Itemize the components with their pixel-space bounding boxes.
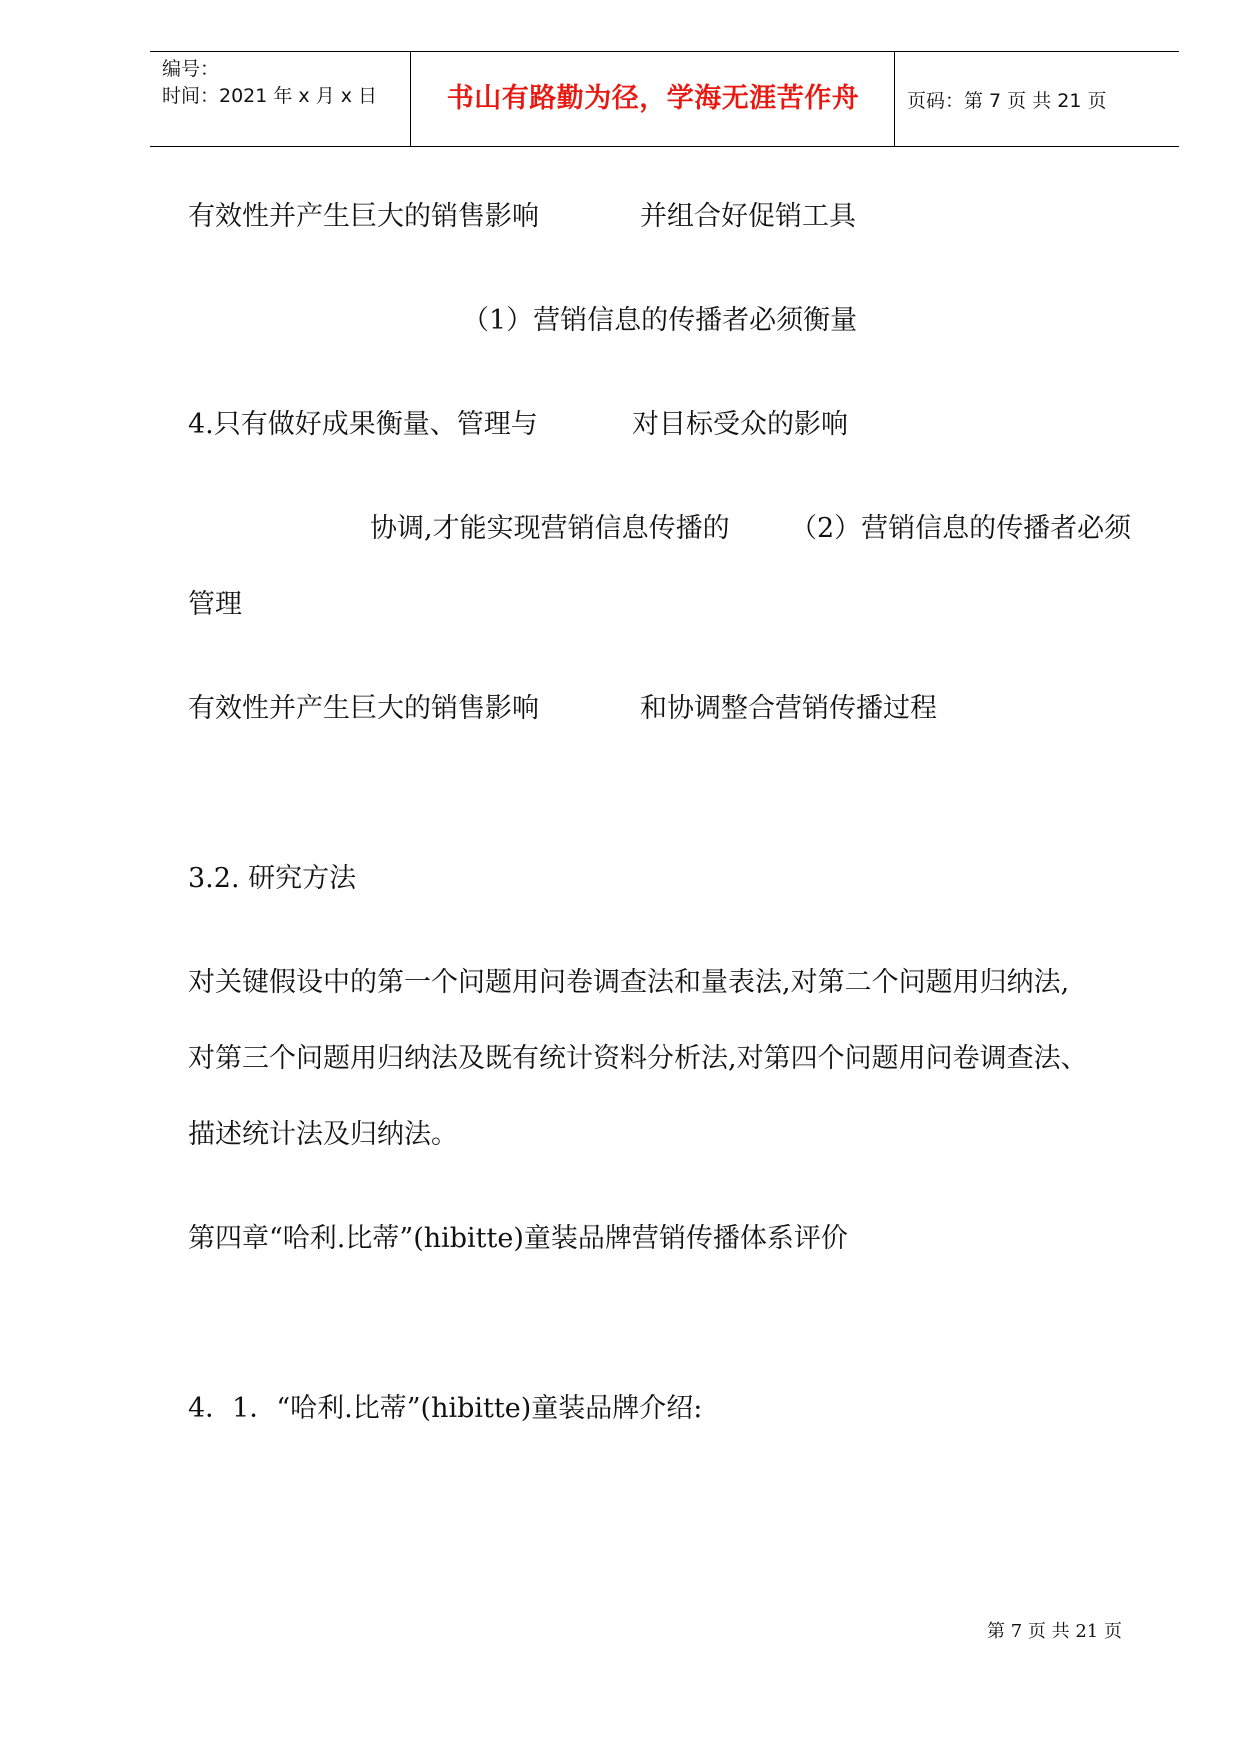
paragraph-line: 对关键假设中的第一个问题用问卷调查法和量表法,对第二个问题用归纳法, <box>188 967 1070 998</box>
header-divider <box>410 52 411 146</box>
section-heading: 3.2. 研究方法 <box>188 863 357 894</box>
header-page-number: 页码：第 7 页 共 21 页 <box>907 90 1107 112</box>
header-meta <box>162 56 377 110</box>
body-line: 有效性并产生巨大的销售影响 <box>188 693 539 724</box>
chapter-heading: 第四章“哈利.比蒂”(hibitte)童装品牌营销传播体系评价 <box>188 1223 848 1254</box>
body-line: 并组合好促销工具 <box>640 201 856 232</box>
body-line: 4.只有做好成果衡量、管理与 <box>188 409 538 440</box>
body-line: 管理 <box>188 589 242 620</box>
header-divider <box>894 52 895 146</box>
body-line: 对目标受众的影响 <box>632 409 848 440</box>
body-line: （2）营销信息的传播者必须 <box>790 513 1132 544</box>
paragraph-line: 对第三个问题用归纳法及既有统计资料分析法,对第四个问题用问卷调查法、 <box>188 1043 1088 1074</box>
body-line: 协调,才能实现营销信息传播的 <box>370 513 730 544</box>
document-time-label: 时间：2021 年 x 月 x 日 <box>162 85 378 107</box>
body-line: （1）营销信息的传播者必须衡量 <box>462 305 858 336</box>
page-footer: 第 7 页 共 21 页 <box>987 1621 1122 1642</box>
paragraph-line: 描述统计法及归纳法。 <box>188 1119 458 1150</box>
section-heading: 4．1．“哈利.比蒂”(hibitte)童装品牌介绍: <box>188 1393 703 1424</box>
body-line: 有效性并产生巨大的销售影响 <box>188 201 539 232</box>
header-motto: 书山有路勤为径，学海无涯苦作舟 <box>446 83 860 114</box>
document-number-label: 编号： <box>162 58 220 80</box>
page-header <box>150 51 1179 147</box>
body-line: 和协调整合营销传播过程 <box>640 693 937 724</box>
